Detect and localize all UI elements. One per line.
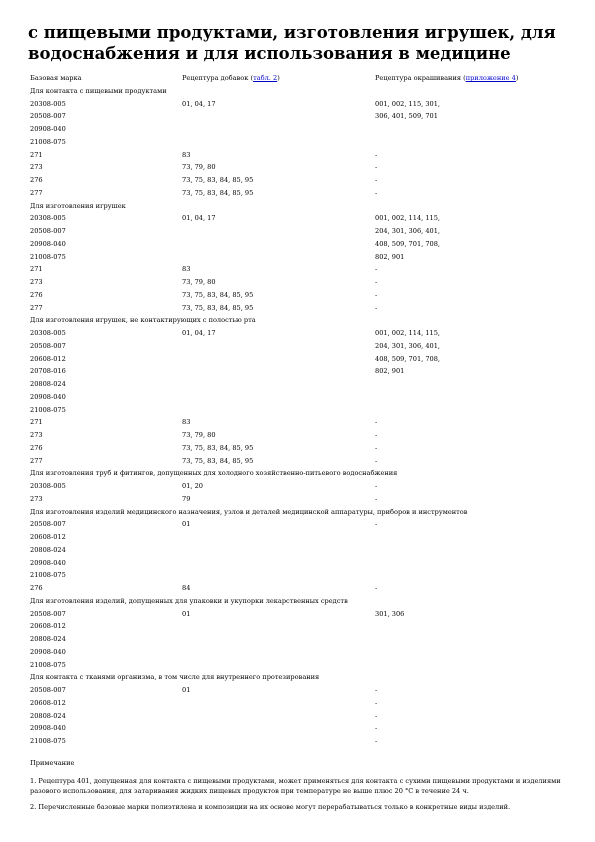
- coloring-cell: -: [375, 698, 378, 707]
- base-grade-cell: 20808-024: [30, 545, 66, 554]
- base-grade-cell: 21008-075: [30, 737, 66, 745]
- section-heading-row: [30, 506, 570, 519]
- coloring-cell: -: [375, 303, 378, 312]
- base-grade-cell: 273: [30, 431, 43, 439]
- section-heading-row: [30, 314, 570, 327]
- base-grade-cell: 20508-007: [30, 341, 66, 350]
- grades-table: [30, 72, 570, 748]
- base-grade-cell: 21008-075: [30, 137, 66, 146]
- additives-cell: 01: [182, 609, 191, 618]
- table-row: [30, 174, 570, 187]
- base-grade-cell: 20608-012: [30, 622, 66, 631]
- table-row: [30, 582, 570, 595]
- base-grade-cell: 276: [30, 443, 43, 452]
- table-row: [30, 684, 570, 697]
- table-row: [30, 710, 570, 723]
- additives-cell: 83: [182, 418, 191, 427]
- header-additives-tail: ): [277, 74, 280, 82]
- additives-cell: 73, 79, 80: [182, 278, 216, 286]
- coloring-cell: -: [375, 443, 378, 452]
- additives-cell: 01: [182, 686, 191, 694]
- additives-cell: 73, 75, 83, 84, 85, 95: [182, 176, 254, 184]
- additives-cell: 01, 20: [182, 482, 203, 490]
- table-row: [30, 110, 570, 123]
- header-additives: [182, 72, 280, 85]
- coloring-cell: -: [375, 686, 378, 694]
- additives-cell: 73, 79, 80: [182, 163, 216, 172]
- coloring-cell: -: [375, 278, 378, 286]
- base-grade-cell: 20908-040: [30, 392, 66, 401]
- table-row: [30, 353, 570, 366]
- coloring-cell: -: [375, 176, 378, 184]
- base-grade-cell: 20508-007: [30, 112, 66, 121]
- coloring-cell: -: [375, 737, 378, 745]
- table-row: [30, 238, 570, 251]
- table-row: [30, 620, 570, 633]
- coloring-cell: -: [375, 456, 378, 465]
- base-grade-cell: 20608-012: [30, 698, 66, 707]
- coloring-cell: -: [375, 418, 378, 427]
- header-base-grade: Базовая марка: [30, 74, 82, 82]
- base-grade-cell: 273: [30, 494, 43, 503]
- section-title: Для изготовления игрушек, не контактирующих с полостью рта: [30, 316, 256, 325]
- base-grade-cell: 276: [30, 584, 43, 592]
- table-row: [30, 544, 570, 557]
- table-header-row: [30, 72, 570, 85]
- table-row: [30, 340, 570, 353]
- page-heading: [28, 22, 573, 64]
- additives-cell: 01, 04, 17: [182, 214, 216, 223]
- section-title: Для контакта с пищевыми продуктами: [30, 86, 167, 95]
- coloring-cell: -: [375, 431, 378, 439]
- section-heading-row: [30, 671, 570, 684]
- table-row: [30, 391, 570, 404]
- section-title: Для контакта с тканями организма, в том числе для внутреннего протезирования: [30, 673, 320, 682]
- table-row: [30, 149, 570, 162]
- table-row: [30, 302, 570, 315]
- additives-cell: 79: [182, 494, 191, 503]
- section-heading-row: [30, 200, 570, 213]
- base-grade-cell: 20308-005: [30, 214, 66, 223]
- base-grade-cell: 20308-005: [30, 329, 66, 337]
- base-grade-cell: 276: [30, 290, 43, 299]
- base-grade-cell: 271: [30, 265, 43, 274]
- table-row: [30, 493, 570, 506]
- heading-line-2: водоснабжения и для использования в медицине: [28, 44, 511, 63]
- header-additives-text: Рецептура добавок (: [182, 74, 254, 82]
- table-row: [30, 429, 570, 442]
- additives-cell: 84: [182, 584, 191, 592]
- base-grade-cell: 21008-075: [30, 405, 66, 414]
- base-grade-cell: 20908-040: [30, 647, 66, 656]
- section-title: Для изготовления изделий медицинского назначения, узлов и деталей медицинской аппаратуры, приборов и инструментов: [30, 507, 468, 516]
- coloring-cell: -: [375, 482, 378, 490]
- coloring-cell: 301, 306: [375, 609, 405, 618]
- table-row: [30, 263, 570, 276]
- table-row: [30, 646, 570, 659]
- note-item-2: 2. Перечисленные базовые марки полиэтилена и композиции на их основе могут перерабатываться только в конкретные виды изделий.: [30, 803, 511, 811]
- table-row: [30, 735, 570, 748]
- base-grade-cell: 20808-024: [30, 380, 66, 388]
- table-row: [30, 722, 570, 735]
- table-row: [30, 569, 570, 582]
- base-grade-cell: 20508-007: [30, 227, 66, 235]
- base-grade-cell: 277: [30, 303, 43, 312]
- coloring-cell: -: [375, 290, 378, 299]
- section-heading-row: [30, 595, 570, 608]
- coloring-cell: 408, 509, 701, 708,: [375, 354, 441, 363]
- additives-cell: 73, 75, 83, 84, 85, 95: [182, 443, 254, 452]
- coloring-cell: 001, 002, 115, 301,: [375, 99, 441, 108]
- table-row: [30, 442, 570, 455]
- table-row: [30, 557, 570, 570]
- additives-cell: 73, 75, 83, 84, 85, 95: [182, 290, 254, 299]
- table-row: [30, 416, 570, 429]
- base-grade-cell: 20908-040: [30, 558, 66, 567]
- table-row: [30, 212, 570, 225]
- table-row: [30, 404, 570, 417]
- coloring-cell: 408, 509, 701, 708,: [375, 239, 441, 248]
- base-grade-cell: 20508-007: [30, 686, 66, 694]
- base-grade-cell: 271: [30, 418, 43, 427]
- coloring-cell: 001, 002, 114, 115,: [375, 214, 441, 223]
- section-heading-row: [30, 467, 570, 480]
- table-row: [30, 455, 570, 468]
- table-body: [30, 85, 570, 748]
- table-row: [30, 378, 570, 391]
- base-grade-cell: 277: [30, 456, 43, 465]
- coloring-cell: 204, 301, 306, 401,: [375, 341, 441, 350]
- table-row: [30, 187, 570, 200]
- note-item-1: 1. Рецептура 401, допущенная для контакта с пищевыми продуктами, может применяться для контакта с сухими пищевыми продуктами и изделиями разового использования, для затаривания жидких пищевых продуктов при температуре не выше плюс 20 °С в течение 24 ч.: [30, 777, 561, 795]
- coloring-cell: 802, 901: [375, 252, 405, 261]
- table-row: [30, 289, 570, 302]
- coloring-cell: -: [375, 724, 378, 733]
- base-grade-cell: 20908-040: [30, 724, 66, 733]
- base-grade-cell: 20908-040: [30, 239, 66, 248]
- table-row: [30, 608, 570, 621]
- table-row: [30, 136, 570, 149]
- table-row: [30, 161, 570, 174]
- coloring-cell: -: [375, 150, 378, 159]
- header-coloring: [375, 72, 518, 85]
- additives-cell: 01, 04, 17: [182, 99, 216, 108]
- base-grade-cell: 20808-024: [30, 711, 66, 720]
- additives-cell: 73, 75, 83, 84, 85, 95: [182, 303, 254, 312]
- table-row: [30, 633, 570, 646]
- coloring-cell: -: [375, 188, 378, 197]
- additives-cell: 73, 79, 80: [182, 431, 216, 439]
- table-row: [30, 327, 570, 340]
- heading-line-1: с пищевыми продуктами, изготовления игрушек, для: [28, 23, 556, 42]
- header-coloring-tail: ): [515, 74, 519, 82]
- section-heading-row: [30, 85, 570, 98]
- base-grade-cell: 20308-005: [30, 99, 66, 108]
- base-grade-cell: 277: [30, 188, 43, 197]
- base-grade-cell: 20708-016: [30, 367, 66, 376]
- base-grade-cell: 21008-075: [30, 571, 66, 580]
- coloring-cell: -: [375, 163, 378, 172]
- section-title: Для изготовления изделий, допущенных для упаковки и укупорки лекарственных средств: [30, 596, 348, 605]
- additives-cell: 01: [182, 520, 191, 529]
- base-grade-cell: 20508-007: [30, 609, 66, 618]
- table-row: [30, 123, 570, 136]
- coloring-cell: -: [375, 711, 378, 720]
- header-coloring-text: Рецептура окрашивания (: [375, 74, 466, 82]
- coloring-cell: 204, 301, 306, 401,: [375, 227, 441, 235]
- section-title: Для изготовления игрушек: [30, 201, 126, 210]
- additives-cell: 83: [182, 150, 191, 159]
- notes-block: [30, 758, 565, 818]
- additives-cell: 01, 04, 17: [182, 329, 216, 337]
- base-grade-cell: 20908-040: [30, 125, 66, 133]
- notes-title: Примечание: [30, 759, 75, 767]
- additives-cell: 83: [182, 265, 191, 274]
- table-row: [30, 276, 570, 289]
- coloring-cell: -: [375, 494, 378, 503]
- base-grade-cell: 276: [30, 176, 43, 184]
- coloring-cell: -: [375, 520, 378, 529]
- additives-cell: 73, 75, 83, 84, 85, 95: [182, 188, 254, 197]
- base-grade-cell: 273: [30, 278, 43, 286]
- table-row: [30, 659, 570, 672]
- table-row: [30, 225, 570, 238]
- coloring-cell: -: [375, 265, 378, 274]
- base-grade-cell: 21008-075: [30, 252, 66, 261]
- base-grade-cell: 20808-024: [30, 635, 66, 643]
- coloring-cell: 802, 901: [375, 367, 405, 376]
- section-title: Для изготовления труб и фитингов, допущенных для холодного хозяйственно-питьевого водоснабжения: [30, 469, 398, 478]
- table-row: [30, 531, 570, 544]
- base-grade-cell: 20308-005: [30, 482, 66, 490]
- base-grade-cell: 271: [30, 150, 43, 159]
- base-grade-cell: 21008-075: [30, 660, 66, 669]
- table-row: [30, 480, 570, 493]
- base-grade-cell: 20608-012: [30, 354, 66, 363]
- base-grade-cell: 273: [30, 163, 43, 172]
- table-2-link[interactable]: табл. 2: [253, 74, 278, 82]
- table-row: [30, 251, 570, 264]
- table-row: [30, 518, 570, 531]
- coloring-cell: 306, 401, 509, 701: [375, 112, 438, 121]
- coloring-cell: 001, 002, 114, 115,: [375, 329, 441, 337]
- appendix-4-link[interactable]: приложение 4: [465, 74, 516, 82]
- table-row: [30, 697, 570, 710]
- base-grade-cell: 20508-007: [30, 520, 66, 529]
- table-row: [30, 365, 570, 378]
- base-grade-cell: 20608-012: [30, 533, 66, 541]
- coloring-cell: -: [375, 584, 378, 592]
- additives-cell: 73, 75, 83, 84, 85, 95: [182, 456, 254, 465]
- table-row: [30, 98, 570, 111]
